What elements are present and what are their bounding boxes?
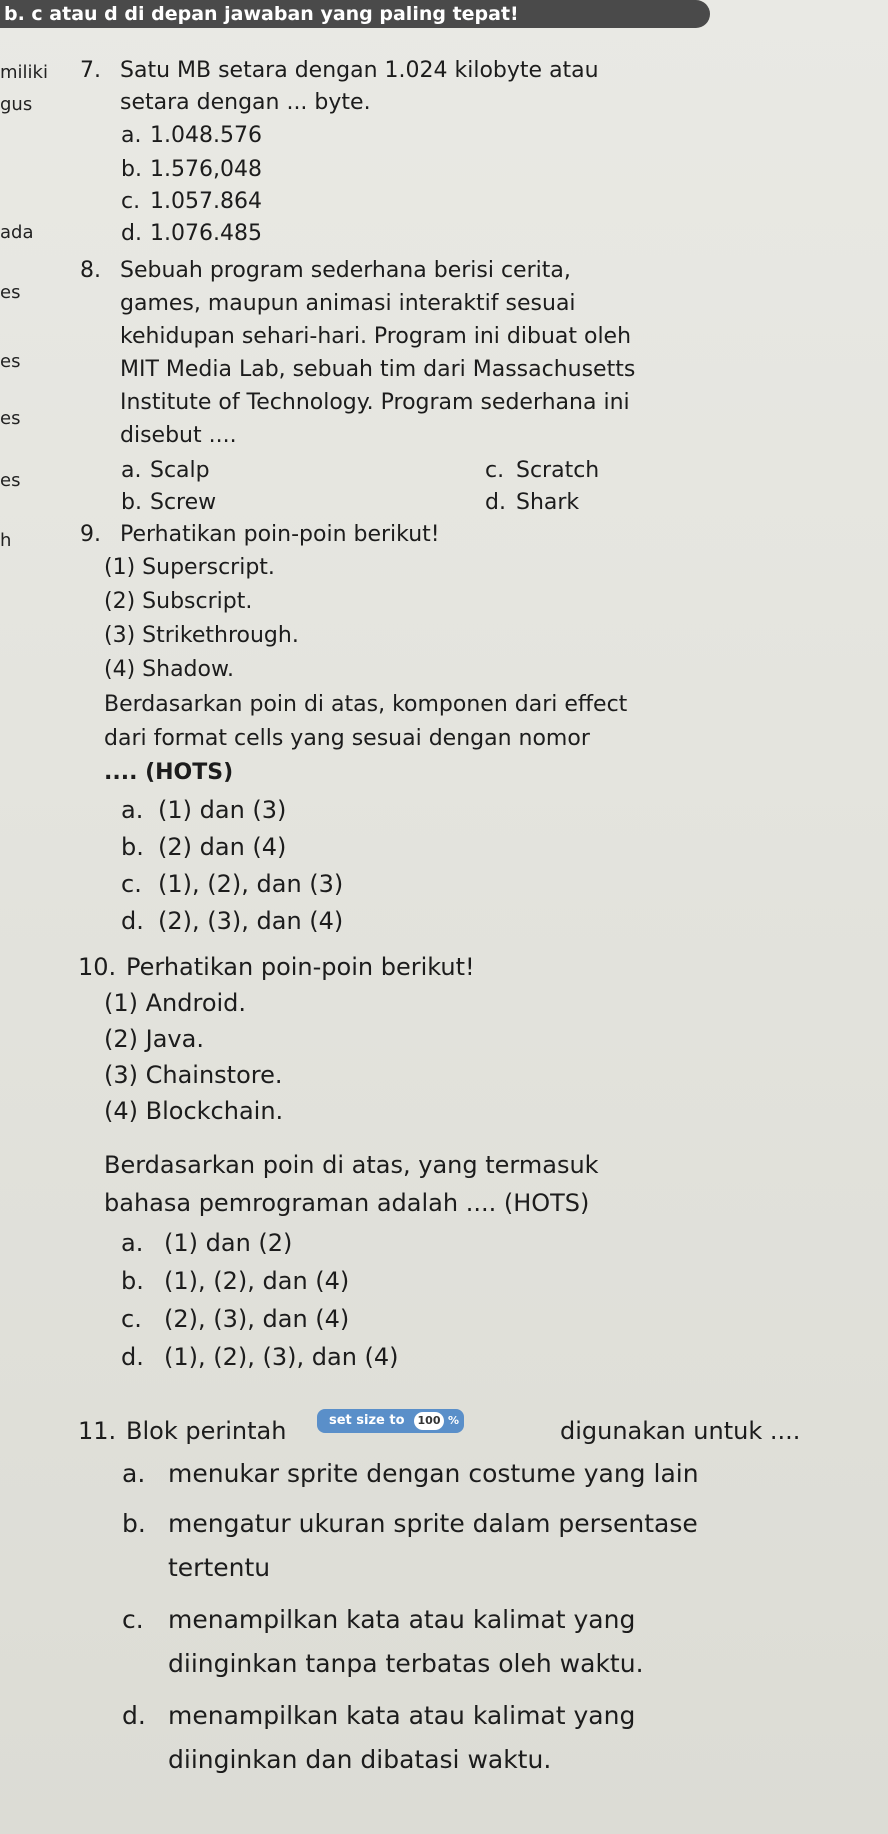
option-letter: b. bbox=[122, 1509, 146, 1538]
option-text: diinginkan tanpa terbatas oleh waktu. bbox=[168, 1649, 644, 1678]
option-text: (1), (2), dan (3) bbox=[158, 870, 344, 898]
point-item: (2) Subscript. bbox=[104, 589, 253, 614]
point-item: (1) Android. bbox=[104, 989, 247, 1017]
set-size-block-label: set size to bbox=[329, 1413, 405, 1428]
option-text: Scratch bbox=[516, 458, 600, 483]
margin-fragment: es bbox=[0, 470, 21, 491]
question-10-number: 10. bbox=[78, 953, 117, 981]
margin-fragment: gus bbox=[0, 94, 33, 115]
margin-fragment: ada bbox=[0, 222, 34, 243]
option-letter: c. bbox=[485, 458, 505, 483]
set-size-block bbox=[317, 1409, 464, 1433]
margin-fragment: miliki bbox=[0, 62, 48, 83]
option-text: menampilkan kata atau kalimat yang bbox=[168, 1701, 636, 1730]
question-8-line: disebut .... bbox=[120, 423, 237, 448]
question-8-line: MIT Media Lab, sebuah tim dari Massachusetts bbox=[120, 357, 636, 382]
option-text: Scalp bbox=[150, 458, 210, 483]
option-text: Screw bbox=[150, 490, 217, 515]
question-10-line: bahasa pemrograman adalah .... (HOTS) bbox=[104, 1189, 590, 1217]
point-item: (3) Chainstore. bbox=[104, 1061, 283, 1089]
question-10-intro: Perhatikan poin-poin berikut! bbox=[126, 953, 475, 981]
option-text: 1.048.576 bbox=[150, 123, 262, 148]
option-letter: c. bbox=[121, 1305, 142, 1333]
question-8-line: kehidupan sehari-hari. Program ini dibuat oleh bbox=[120, 324, 632, 349]
option-letter: c. bbox=[121, 189, 141, 214]
option-letter: b. bbox=[121, 1267, 144, 1295]
option-text: menukar sprite dengan costume yang lain bbox=[168, 1459, 699, 1488]
option-letter: a. bbox=[121, 1229, 144, 1257]
option-letter: a. bbox=[122, 1459, 146, 1488]
question-8-line: games, maupun animasi interaktif sesuai bbox=[120, 291, 576, 316]
point-item: (4) Blockchain. bbox=[104, 1097, 284, 1125]
option-letter: d. bbox=[121, 907, 144, 935]
option-text: menampilkan kata atau kalimat yang bbox=[168, 1605, 636, 1634]
option-text: (2) dan (4) bbox=[158, 833, 287, 861]
margin-fragment: es bbox=[0, 282, 21, 303]
option-text: (1), (2), dan (4) bbox=[164, 1267, 350, 1295]
option-text: (1) dan (2) bbox=[164, 1229, 293, 1257]
margin-fragment: h bbox=[0, 530, 12, 551]
option-letter: a. bbox=[121, 123, 142, 148]
question-9-line: dari format cells yang sesuai dengan nomor bbox=[104, 726, 590, 751]
set-size-block-unit: % bbox=[448, 1414, 460, 1427]
instruction-banner-text: b. c atau d di depan jawaban yang paling tepat! bbox=[4, 3, 519, 25]
option-text: diinginkan dan dibatasi waktu. bbox=[168, 1745, 552, 1774]
option-letter: d. bbox=[485, 490, 506, 515]
option-text: mengatur ukuran sprite dalam persentase bbox=[168, 1509, 698, 1538]
option-letter: a. bbox=[121, 796, 144, 824]
question-9-line: .... (HOTS) bbox=[104, 760, 234, 785]
option-letter: d. bbox=[122, 1701, 146, 1730]
option-letter: b. bbox=[121, 157, 142, 182]
question-9-line: Berdasarkan poin di atas, komponen dari effect bbox=[104, 692, 628, 717]
option-text: 1.057.864 bbox=[150, 189, 262, 214]
option-text: (2), (3), dan (4) bbox=[164, 1305, 350, 1333]
option-text: (2), (3), dan (4) bbox=[158, 907, 344, 935]
question-7-line: setara dengan ... byte. bbox=[120, 90, 371, 115]
option-letter: a. bbox=[121, 458, 142, 483]
question-8-line: Institute of Technology. Program sederhana ini bbox=[120, 390, 630, 415]
option-letter: d. bbox=[121, 221, 142, 246]
option-letter: d. bbox=[121, 1343, 144, 1371]
point-item: (2) Java. bbox=[104, 1025, 204, 1053]
set-size-block-value: 100 bbox=[414, 1412, 444, 1430]
question-9-intro: Perhatikan poin-poin berikut! bbox=[120, 522, 440, 547]
point-item: (3) Strikethrough. bbox=[104, 623, 299, 648]
option-text: 1.576,048 bbox=[150, 157, 262, 182]
option-letter: c. bbox=[121, 870, 142, 898]
option-text: (1) dan (3) bbox=[158, 796, 287, 824]
margin-fragment: es bbox=[0, 408, 21, 429]
question-8-line: Sebuah program sederhana berisi cerita, bbox=[120, 258, 571, 283]
option-letter: b. bbox=[121, 490, 142, 515]
question-7-line: Satu MB setara dengan 1.024 kilobyte atau bbox=[120, 58, 599, 83]
question-8-number: 8. bbox=[80, 258, 101, 283]
point-item: (4) Shadow. bbox=[104, 657, 234, 682]
margin-fragment: es bbox=[0, 351, 21, 372]
question-11-after: digunakan untuk .... bbox=[560, 1417, 801, 1445]
option-letter: c. bbox=[122, 1605, 144, 1634]
option-text: 1.076.485 bbox=[150, 221, 262, 246]
option-letter: b. bbox=[121, 833, 144, 861]
option-text: (1), (2), (3), dan (4) bbox=[164, 1343, 399, 1371]
question-7-number: 7. bbox=[80, 58, 101, 83]
question-9-number: 9. bbox=[80, 522, 101, 547]
question-11-before: Blok perintah bbox=[126, 1417, 287, 1445]
option-text: tertentu bbox=[168, 1553, 271, 1582]
option-text: Shark bbox=[516, 490, 580, 515]
point-item: (1) Superscript. bbox=[104, 555, 275, 580]
question-11-number: 11. bbox=[78, 1417, 117, 1445]
question-10-line: Berdasarkan poin di atas, yang termasuk bbox=[104, 1151, 599, 1179]
